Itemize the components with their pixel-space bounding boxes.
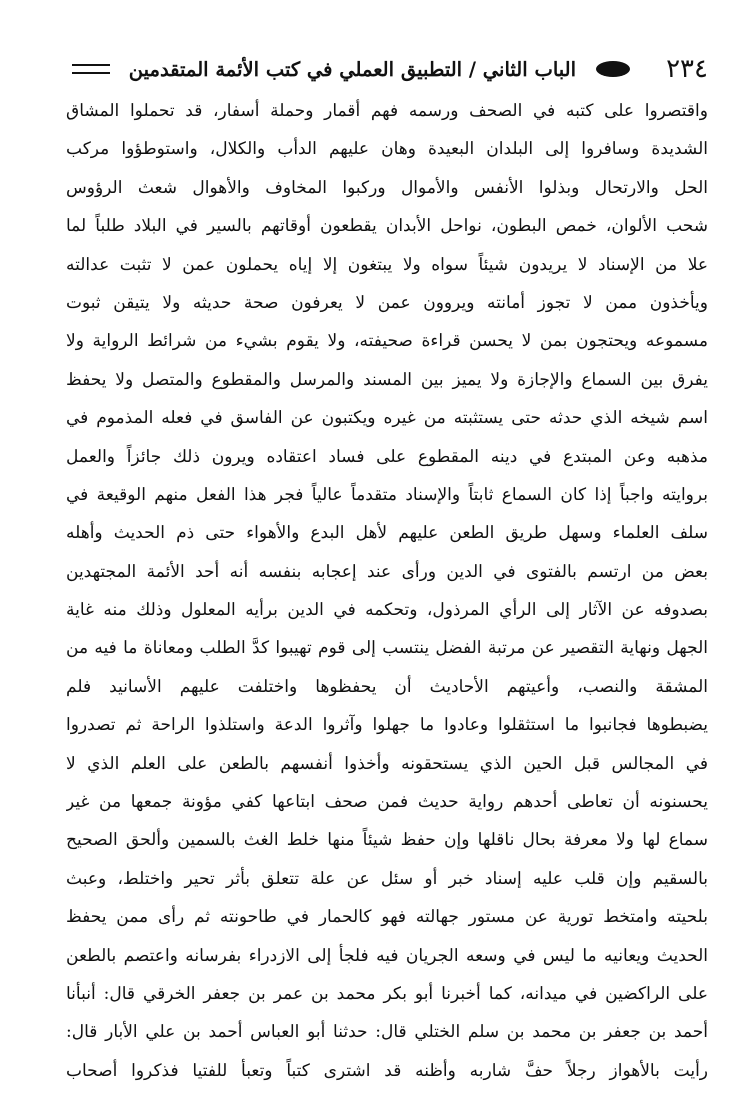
text-line: شحب الألوان، خمص البطون، نواحل الأبدان يقطعون أوقاتهم بالسير في البلاد طلباً لما xyxy=(66,216,708,237)
text-line: اسم شيخه الذي حدثه حتى يستثبته من غيره ويكتبون عن الفاسق في فعله المذموم في xyxy=(66,408,708,429)
text-line: يضبطوها فجانبوا ما استثقلوا وعادوا ما جهلوا وآثروا الدعة واستلذوا الراحة ثم تصدروا xyxy=(66,715,708,736)
text-line: على الراكضين في ميدانه، كما أخبرنا أبو بكر محمد بن عمر بن جعفر الخرقي قال: أنبأنا xyxy=(66,983,708,1004)
header-dash xyxy=(72,72,110,74)
text-line: المشقة والنصب، وأعيتهم الأحاديث أن يحفظوها واختلفت عليهم الأسانيد فلم xyxy=(66,676,708,697)
text-line: علا من الإسناد لا يريدون شيئاً سواه ولا يبتغون إلا إياه يحملون عمن لا تثبت عدالته xyxy=(66,254,708,275)
body-text xyxy=(66,92,708,1090)
header-ornament xyxy=(596,61,630,77)
text-line: مذهبه وعن المبتدع في دينه المقطوع على فساد اعتقاده ويرون ذلك جائزاً والعمل xyxy=(66,446,708,467)
text-line: ويأخذون ممن لا تجوز أمانته ويروون عمن لا يعرفون صحة حديثه ولا يتيقن ثبوت xyxy=(66,292,708,313)
running-header xyxy=(66,52,708,92)
text-line: سماع لها ولا معرفة بحال ناقلها وإن حفظ شيئاً منها خلط الغث بالسمين وألحق الصحيح xyxy=(66,830,708,851)
text-line: بلحيته وامتخط تورية عن مستور جهالته فهو كالحمار في طاحونته ثم رأى ممن يحفظ xyxy=(66,907,708,928)
text-line: بصدوفه عن الآثار إلى الرأي المرذول، وتحكمه في الدين برأيه المعلول وذلك منه غاية xyxy=(66,600,708,621)
text-line: مسموعه ويحتجون بمن لا يحسن قراءة صحيفته، ولا يقوم بشيء من شرائط الرواية ولا xyxy=(66,331,708,352)
text-line: بعض من ارتسم بالفتوى في الدين ورأى عند إعجابه بنفسه أنه أحد الأئمة المجتهدين xyxy=(66,561,708,582)
text-line: رأيت بالأهواز رجلاً حفَّ شاربه وأظنه قد اشترى كتباً وتعبأ للفتيا فذكروا أصحاب xyxy=(66,1060,708,1081)
chapter-title: الباب الثاني / التطبيق العملي في كتب الأئمة المتقدمين xyxy=(128,58,576,81)
text-line: سلف العلماء وسهل طريق الطعن عليهم لأهل البدع والأهواء حتى ذم الحديث وأهله xyxy=(66,523,708,544)
text-line: الحل والارتحال وبذلوا الأنفس والأموال وركبوا المخاوف والأهوال شعث الرؤوس xyxy=(66,177,708,198)
text-line: يحسنونه أن تعاطى أحدهم رواية حديث فمن صحف ابتاعها كفي مؤونة جمعها من غير xyxy=(66,792,708,813)
header-dash xyxy=(72,64,110,66)
text-line: واقتصروا على كتبه في الصحف ورسمه فهم أقمار وحملة أسفار، قد تحملوا المشاق xyxy=(66,101,708,121)
text-line: في المجالس قبل الحين الذي يستحقونه وأخذوا أنفسهم بالطعن على العلم الذي لا xyxy=(66,753,708,774)
text-line: يفرق بين السماع والإجازة ولا يميز بين المسند والمرسل والمقطوع والمتصل ولا يحفظ xyxy=(66,369,708,390)
text-line: الشديدة وسافروا إلى البلدان البعيدة وهان عليهم الدأب والكلال، واستوطؤوا مركب xyxy=(66,139,708,160)
text-line: أحمد بن جعفر بن محمد بن سلم الختلي قال: حدثنا أبو العباس أحمد بن علي الأبار قال: xyxy=(66,1022,708,1043)
text-line: بالسقيم وإن قلب عليه إسناد خبر أو سئل عن علة تتعلق بأثر تحير واختلط، وعبث xyxy=(66,868,708,889)
text-line: الجهل ونهاية التقصير عن مرتبة الفضل ينتسب إلى قوم تهيبوا كدَّ الطلب ومعاناة ما فيه من xyxy=(66,638,708,659)
text-line: الحديث ويعانيه ما ليس في وسعه الجريان فيه فلجأ إلى الازدراء بفرسانه واعتصم بالطعن xyxy=(66,945,708,966)
text-line: بروايته واجباً إذا كان السماع ثابتاً والإسناد متقدماً عالياً فجر هذا الفعل منهم الوقيعة في xyxy=(66,484,708,505)
page-number: ٢٣٤ xyxy=(666,54,708,84)
